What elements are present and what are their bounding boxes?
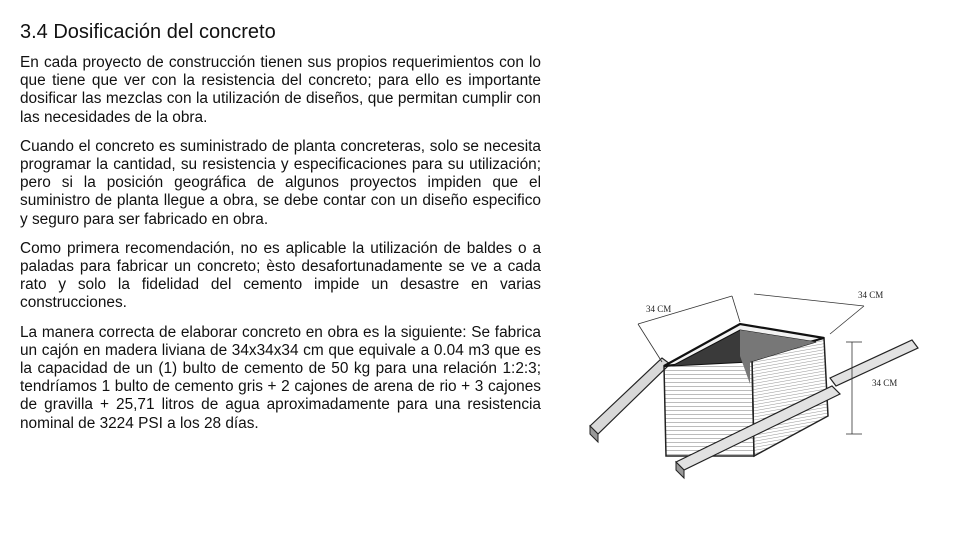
handle-left [590,358,670,442]
measuring-box-figure [572,266,932,502]
body-text [20,54,541,444]
slide-title: 3.4 Dosificación del concreto [20,21,276,43]
dimension-label-depth: 34 CM [858,290,884,300]
dimension-label-height: 34 CM [872,378,898,388]
paragraph-intro: En cada proyecto de construcción tienen sus propios requerimientos con lo que tiene que ver con la resistencia del concreto; para ello es importante dosificar las mezclas con la utilización de diseños, que permitan cumplir con las necesidades de la obra. [20,54,541,126]
dimension-label-width: 34 CM [646,304,672,314]
paragraph-plant-supply: Cuando el concreto es suministrado de planta concreteras, solo se necesita programar la cantidad, su resistencia y especificaciones para su utilización; pero si la posición geográfica de algunos proyectos impiden que el suministro de planta llegue a obra, se debe contar con un diseño especifico y seguro para ser fabricado en obra. [20,137,541,228]
wooden-box-illustration-icon [572,266,932,502]
paragraph-recommendation: Como primera recomendación, no es aplicable la utilización de baldes o a paladas para fabricar un concreto; èsto desafortunadamente se ve a cada rato y solo la fidelidad del cemento impide un desastre en varias construcciones. [20,239,541,312]
paragraph-procedure: La manera correcta de elaborar concreto en obra es la siguiente: Se fabrica un cajón en madera liviana de 34x34x34 cm que equivale a 0.04 m3 que es la capacidad de un (1) bulto de cemento de 50 kg para una relación 1:2:3; tendríamos 1 bulto de cemento gris + 2 cajones de arena de rio + 3 cajones de gravilla + 25,71 litros de agua aproximadamente para una resistencia nominal de 3224 PSI a los 28 días. [20,323,541,432]
